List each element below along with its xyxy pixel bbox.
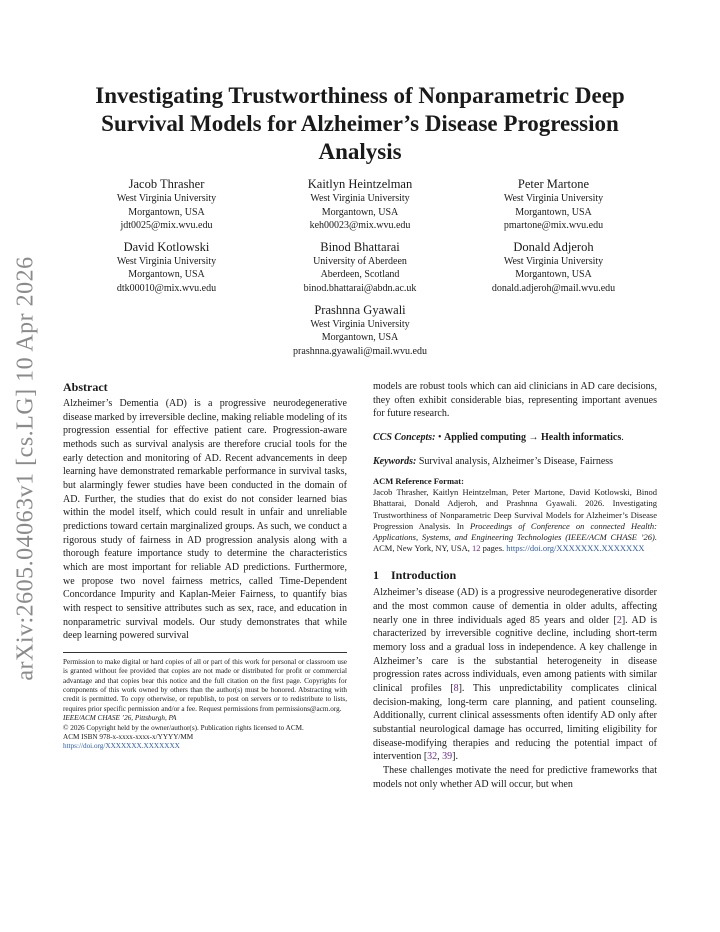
author-card (457, 239, 650, 296)
ccs-concept: Applied computing (444, 431, 526, 443)
left-column (63, 380, 347, 752)
acm-reference-publisher: ACM, New York, NY, USA, (373, 543, 470, 554)
author-name: Kaitlyn Heintzelman (307, 177, 413, 191)
pages-label: pages. (482, 543, 505, 554)
author-location: Morgantown, USA (321, 206, 399, 218)
ccs-arrow: → (528, 431, 539, 443)
ccs-concepts (373, 431, 657, 445)
author-location: Morgantown, USA (128, 269, 205, 281)
intro-text: Alzheimer’s disease (AD) is a progressive neurodegenerative disorder and the most common cause of dementia in older adults, affecting nearly one in three individuals aged 85 years and older [ (373, 587, 657, 626)
author-location: Morgantown, USA (128, 206, 205, 218)
ccs-subconcept: Health informatics (541, 431, 622, 443)
abstract-text: Alzheimer’s Dementia (AD) is a progressive neurodegenerative disease marked by irreversible decline, making reliable modeling of its progression essential for effective patient care. Progression-aware methods such as survival analysis are therefore crucial tools for the early detection and monitoring of AD. Recent advancements in deep learning have demonstrated remarkable performance in survival tasks, but alarmingly fewer studies have been conducted in the domain of AD. Further, the studies that do exist do not consider learned bias within the model itself, which could result in unfair and unreliable predictions toward certain marginalized groups. As such, we conduct a rigorous study of fairness in AD progression analysis along with a thorough feature importance study to determine the characteristics which are most important for reliable AD predictions. Furthermore, we propose two novel fairness metrics, called Time-Dependent Concordance Impurity and Kaplan-Meier Fairness, to quantify bias with respect to sensitive attributes such as sex, race, and education in nonparametric survival models. Our study demonstrates that while deep learning powered survival (63, 398, 347, 642)
author-location: Morgantown, USA (515, 269, 592, 281)
author-name: Peter Martone (517, 177, 590, 191)
acm-reference-proceedings: Proceedings of Conference on connected Health: Applications, Systems, and Engineering Technologies (IEEE/ACM CHASE ’26). (373, 520, 658, 542)
author-affiliation: West Virginia University (116, 255, 217, 267)
acm-reference-doi[interactable]: https://doi.org/XXXXXXX.XXXXXXX (506, 543, 645, 554)
citation-link[interactable]: 39 (442, 751, 453, 763)
author-card (264, 239, 457, 296)
author-name: Prashnna Gyawali (314, 302, 406, 317)
author-affiliation: University of Aberdeen (313, 255, 407, 267)
page-count-link[interactable]: 12 (472, 543, 481, 554)
author-location: Morgantown, USA (321, 332, 399, 344)
author-email[interactable]: dtk00010@mix.wvu.edu (116, 282, 217, 294)
author-row (70, 302, 650, 359)
author-name: Donald Adjeroh (513, 239, 594, 254)
acm-reference-citation: Jacob Thrasher, Kaitlyn Heintzelman, Peter Martone, David Kotlowski, Binod Bhattarai, Donald Adjeroh, and Prashnna Gyawali. 2026. Investigating Trustworthiness of Nonparametric Deep Survival Models for Alzheimer’s Disease Progression Analysis. In (373, 487, 657, 531)
keywords-text: Survival analysis, Alzheimer’s Disease, Fairness (418, 455, 614, 467)
author-email[interactable]: pmartone@mix.wvu.edu (503, 220, 604, 232)
author-block (70, 176, 650, 364)
author-card (457, 176, 650, 233)
citation-link[interactable]: 8 (453, 682, 459, 694)
author-location: Aberdeen, Scotland (320, 269, 400, 281)
abstract-heading: Abstract (63, 380, 108, 394)
ccs-end: . (621, 431, 624, 443)
section-title: Introduction (391, 568, 457, 583)
author-location: Morgantown, USA (515, 206, 592, 218)
author-email[interactable]: donald.adjeroh@mail.wvu.edu (491, 282, 616, 294)
author-affiliation: West Virginia University (116, 193, 217, 204)
intro-paragraph: These challenges motivate the need for predictive frameworks that models not only whether AD will occur, but when (373, 764, 657, 790)
arxiv-stamp (2, 255, 50, 681)
section-number: 1 (373, 568, 379, 583)
author-email[interactable]: prashnna.gyawali@mail.wvu.edu (293, 345, 427, 357)
doi-link[interactable]: https://doi.org/XXXXXXX.XXXXXXX (63, 742, 180, 751)
author-name: David Kotlowski (123, 239, 210, 254)
author-affiliation: West Virginia University (310, 318, 410, 330)
paper-title: Investigating Trustworthiness of Nonparametric Deep Survival Models for Alzheimer’s Disease Progression Analysis (95, 83, 625, 164)
venue-line: IEEE/ACM CHASE ’26, Pittsburgh, PA (63, 714, 177, 723)
intro-text: ]. (452, 751, 458, 763)
author-name: Jacob Thrasher (128, 177, 205, 191)
author-card (70, 176, 263, 233)
intro-text: ]. This unpredictability complicates clinical decision-making, long-term care planning, and patient counseling. Additionally, current clinical assessments often identify AD only after substantial neurological damage has occurred, limiting eligibility for disease-modifying therapies and reducing the potential impact of intervention [ (373, 682, 657, 763)
author-email[interactable]: keh00023@mix.wvu.edu (309, 220, 411, 232)
permission-text: Permission to make digital or hard copies of all or part of this work for personal or classroom use is granted without fee provided that copies are not made or distributed for profit or commercial advantage and that copies bear this notice and the full citation on the first page. Copyrights for components of this work owned by others than the author(s) must be honored. Abstracting with credit is permitted. To copy otherwise, or republish, to post on servers or to redistribute to lists, requires prior specific permission and/or a fee. Request permissions from permissions@acm.org. (63, 657, 347, 713)
citation-link[interactable]: 32 (427, 751, 438, 763)
acm-reference-text (373, 487, 657, 554)
keywords-label: Keywords: (373, 455, 417, 467)
acm-reference-heading: ACM Reference Format: (373, 476, 464, 487)
keywords (373, 455, 657, 469)
isbn-line: ACM ISBN 978-x-xxxx-xxxx-x/YYYY/MM (63, 733, 194, 742)
permission-block (63, 652, 347, 752)
ccs-bullet: • (438, 431, 442, 443)
acm-reference (373, 476, 657, 554)
intro-text: ]. AD is characterized by irreversible cognitive decline, including short-term memory loss and a gradual loss in independence. A key challenge in Alzheimer’s care is the substantial heterogeneity in disease progression rates across individuals, even among patients with similar clinical profiles [ (373, 614, 657, 694)
abstract-continuation: models are robust tools which can aid clinicians in AD care decisions, they often exhibit considerable bias, representing important avenues for future research. (373, 381, 657, 420)
intro-paragraph (373, 586, 657, 764)
ccs-label: CCS Concepts: (373, 431, 436, 443)
right-column (373, 380, 657, 791)
author-row (70, 176, 650, 233)
author-affiliation: West Virginia University (503, 255, 604, 267)
author-email[interactable]: jdt0025@mix.wvu.edu (120, 220, 213, 232)
introduction-heading (373, 568, 657, 583)
author-card (264, 302, 457, 359)
intro-text: , (437, 751, 443, 763)
author-card (70, 239, 263, 296)
arxiv-identifier: arXiv:2605.04063v1 [cs.LG] 10 Apr 2026 (12, 255, 39, 681)
copyright-line: © 2026 Copyright held by the owner/author(s). Publication rights licensed to ACM. (63, 723, 304, 732)
author-card (264, 176, 457, 233)
author-email[interactable]: binod.bhattarai@abdn.ac.uk (303, 282, 417, 294)
author-row (70, 239, 650, 296)
author-name: Binod Bhattarai (320, 239, 400, 254)
author-affiliation: West Virginia University (310, 193, 410, 204)
author-affiliation: West Virginia University (503, 193, 604, 204)
citation-link[interactable]: 2 (616, 614, 622, 626)
